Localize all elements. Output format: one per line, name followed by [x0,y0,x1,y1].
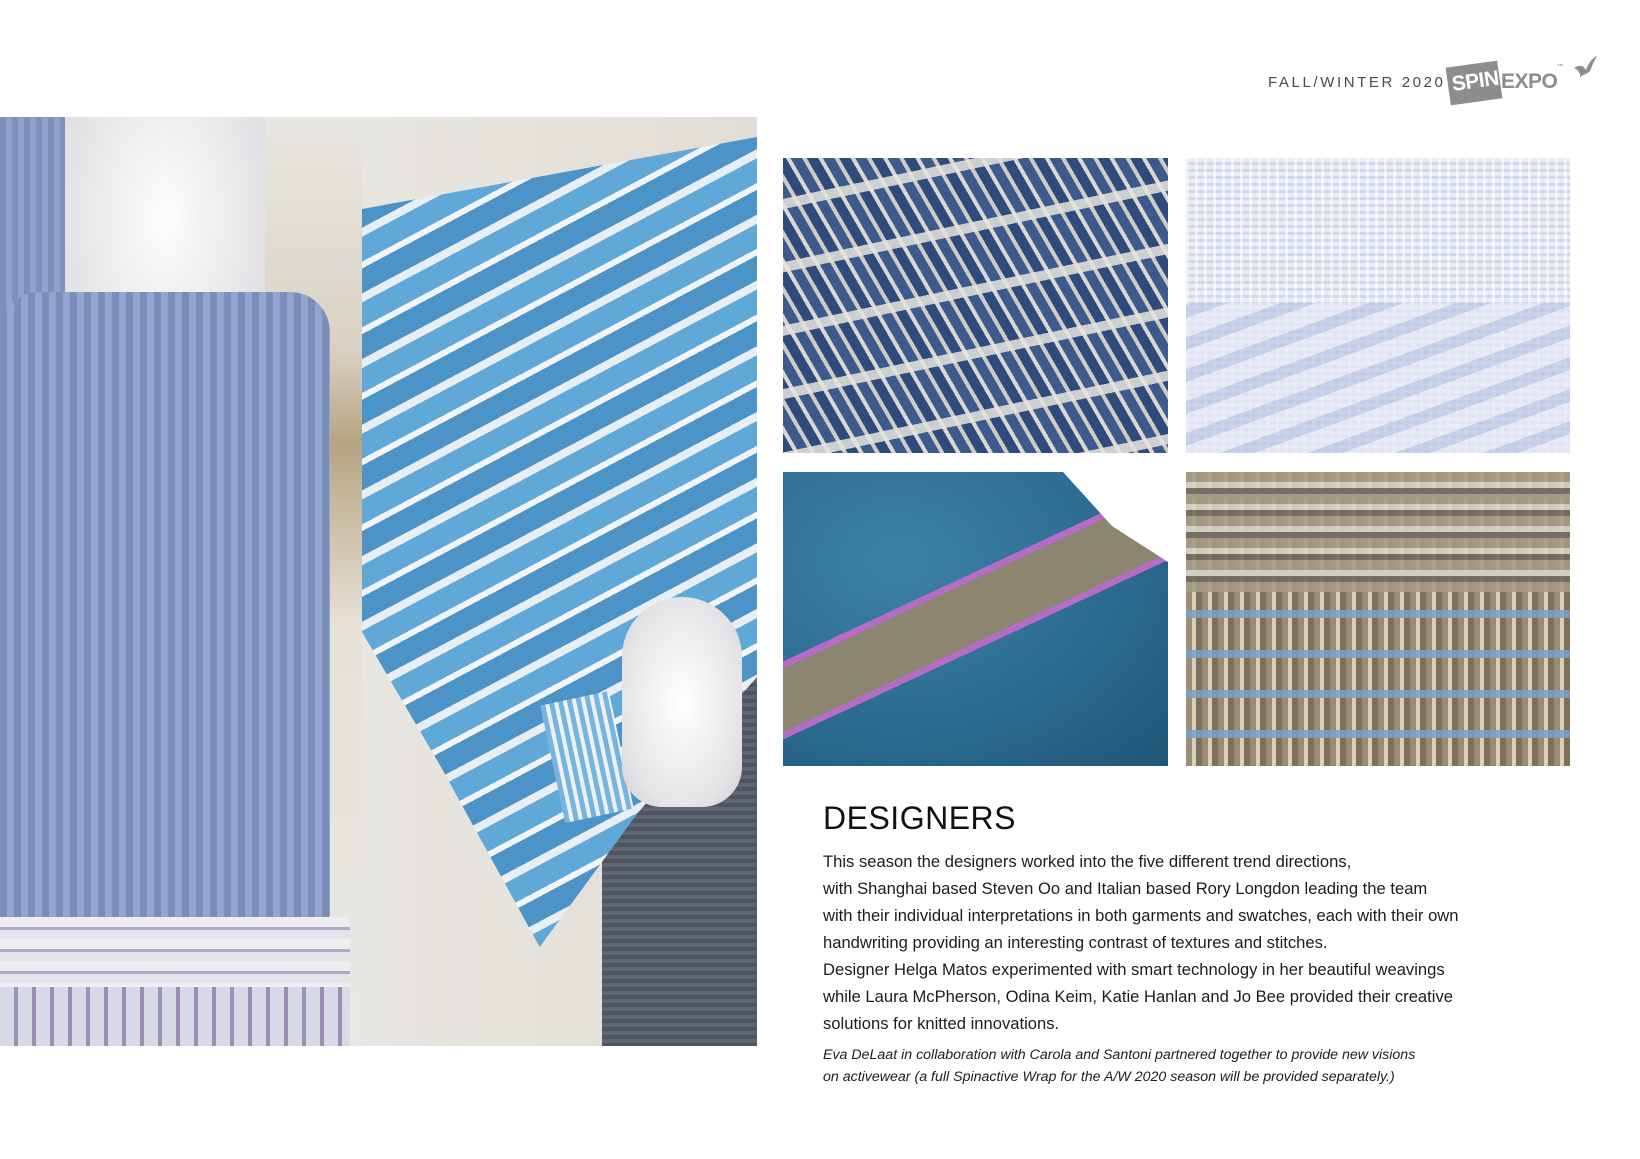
body-line: with their individual interpretations in both garments and swatches, each with their own [823,906,1459,925]
swatch-brown-blue-open-weave [1186,472,1570,766]
body-paragraph [823,848,1543,1037]
mannequin-hand [622,597,742,807]
section-heading: DESIGNERS [823,800,1016,836]
sweater-hem [0,917,350,987]
swatch-white-pleated-mesh [1186,158,1570,453]
season-label: FALL/WINTER 2020 [1268,74,1446,91]
bird-icon [1572,54,1598,80]
credit-line: Eva DeLaat in collaboration with Carola and Santoni partnered together to provide new visions [823,1047,1416,1063]
body-line: handwriting providing an interesting contrast of textures and stitches. [823,933,1328,952]
lace-skirt [0,987,350,1046]
photo-mannequin-ribbed-sweater [0,117,362,1046]
swatch-teal-crinkle-knit [783,472,1168,766]
swatch-blue-chevron-weave [783,158,1168,453]
photo-mannequin-striped-sleeve [362,117,757,1046]
logo-part-spin: SPIN [1446,61,1503,106]
body-line: This season the designers worked into the five different trend directions, [823,852,1352,871]
body-line: while Laura McPherson, Odina Keim, Katie Hanlan and Jo Bee provided their creative [823,987,1453,1006]
body-line: solutions for knitted innovations. [823,1014,1060,1033]
ribbed-sweater [0,292,330,932]
spinexpo-logo [1448,54,1598,110]
logo-wordmark [1448,64,1563,102]
credit-line: on activewear (a full Spinactive Wrap for the A/W 2020 season will be provided separately.) [823,1069,1395,1085]
logo-trademark: ™ [1557,64,1563,70]
logo-part-expo: EXPO [1501,70,1558,93]
body-line: with Shanghai based Steven Oo and Italian based Rory Longdon leading the team [823,879,1428,898]
credit-note [823,1044,1523,1088]
body-line: Designer Helga Matos experimented with smart technology in her beautiful weavings [823,960,1445,979]
